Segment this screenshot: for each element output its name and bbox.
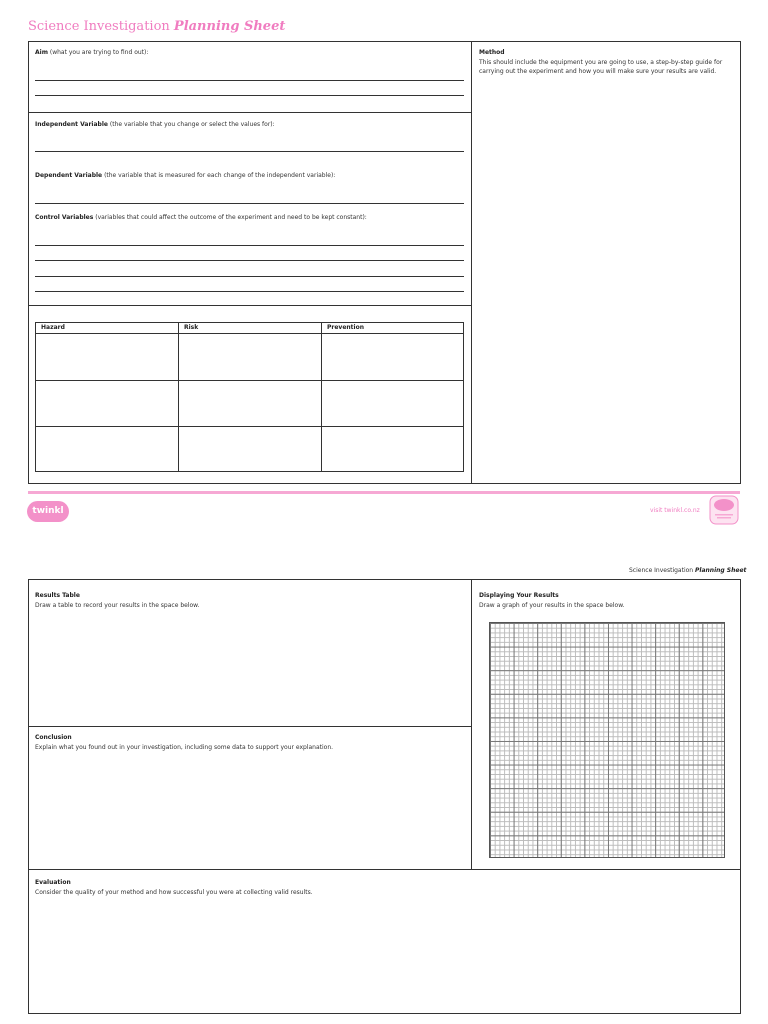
dependent-write-line[interactable] (35, 203, 464, 204)
control-write-line-4[interactable] (35, 291, 464, 292)
hazard-table-header (36, 323, 463, 334)
method-label: Method (479, 49, 505, 56)
method-text: This should include the equipment you are going to use, a step-by-step guide for carrying out the experiment and how you will make sure your results are valid. (479, 58, 723, 75)
results-table-label: Results Table (35, 592, 80, 599)
control-write-line-2[interactable] (35, 260, 464, 261)
conclusion-section[interactable] (35, 733, 333, 752)
control-write-line-3[interactable] (35, 276, 464, 277)
independent-variable-label: Independent Variable (the variable that you change or select the values for): (35, 121, 275, 128)
evaluation-label: Evaluation (35, 879, 71, 886)
independent-write-line[interactable] (35, 151, 464, 152)
visit-link[interactable]: visit twinkl.co.nz (650, 507, 700, 514)
dependent-variable-label: Dependent Variable (the variable that is measured for each change of the independent variable): (35, 172, 336, 179)
aim-write-line-1[interactable] (35, 80, 464, 81)
page-title (28, 19, 285, 34)
hazard-row-divider-1 (36, 380, 463, 381)
evaluation-divider (28, 869, 741, 870)
control-write-line-1[interactable] (35, 245, 464, 246)
graph-divider (471, 579, 472, 869)
hazard-col-divider-1 (178, 323, 179, 471)
title-regular: Science Investigation (28, 19, 170, 34)
displaying-results-section (479, 591, 624, 610)
title-bold: Planning Sheet (173, 19, 286, 34)
control-variables-label: Control Variables (variables that could affect the outcome of the experiment and need to be kept constant): (35, 214, 367, 221)
aim-label: Aim (what you are trying to find out): (35, 49, 149, 56)
hazard-header: Hazard (41, 324, 65, 331)
method-section[interactable] (479, 48, 734, 77)
aim-section-divider (28, 112, 472, 113)
results-table-text: Draw a table to record your results in the space below. (35, 601, 200, 609)
method-divider (471, 41, 472, 484)
logo-text: twinkl (32, 506, 64, 516)
hazard-col-divider-2 (321, 323, 322, 471)
aim-write-line-2[interactable] (35, 95, 464, 96)
conclusion-label: Conclusion (35, 734, 72, 741)
evaluation-text: Consider the quality of your method and how successful you were at collecting valid results. (35, 888, 313, 896)
page2-header: Science Investigation Planning Sheet (629, 567, 747, 574)
twinkl-logo (27, 501, 69, 522)
risk-header: Risk (184, 324, 199, 331)
displaying-results-text: Draw a graph of your results in the space below. (479, 601, 625, 609)
results-table-section[interactable] (35, 591, 199, 610)
footer-divider (28, 491, 740, 494)
conclusion-divider (28, 726, 472, 727)
graph-paper[interactable] (489, 622, 725, 858)
conclusion-text: Explain what you found out in your investigation, including some data to support your explanation. (35, 743, 334, 751)
evaluation-section[interactable] (35, 878, 313, 897)
hazard-row-divider-2 (36, 426, 463, 427)
variables-section-divider (28, 305, 472, 306)
quality-badge-icon (709, 495, 739, 525)
displaying-results-label: Displaying Your Results (479, 592, 559, 599)
prevention-header: Prevention (327, 324, 364, 331)
hazard-table (35, 322, 464, 472)
